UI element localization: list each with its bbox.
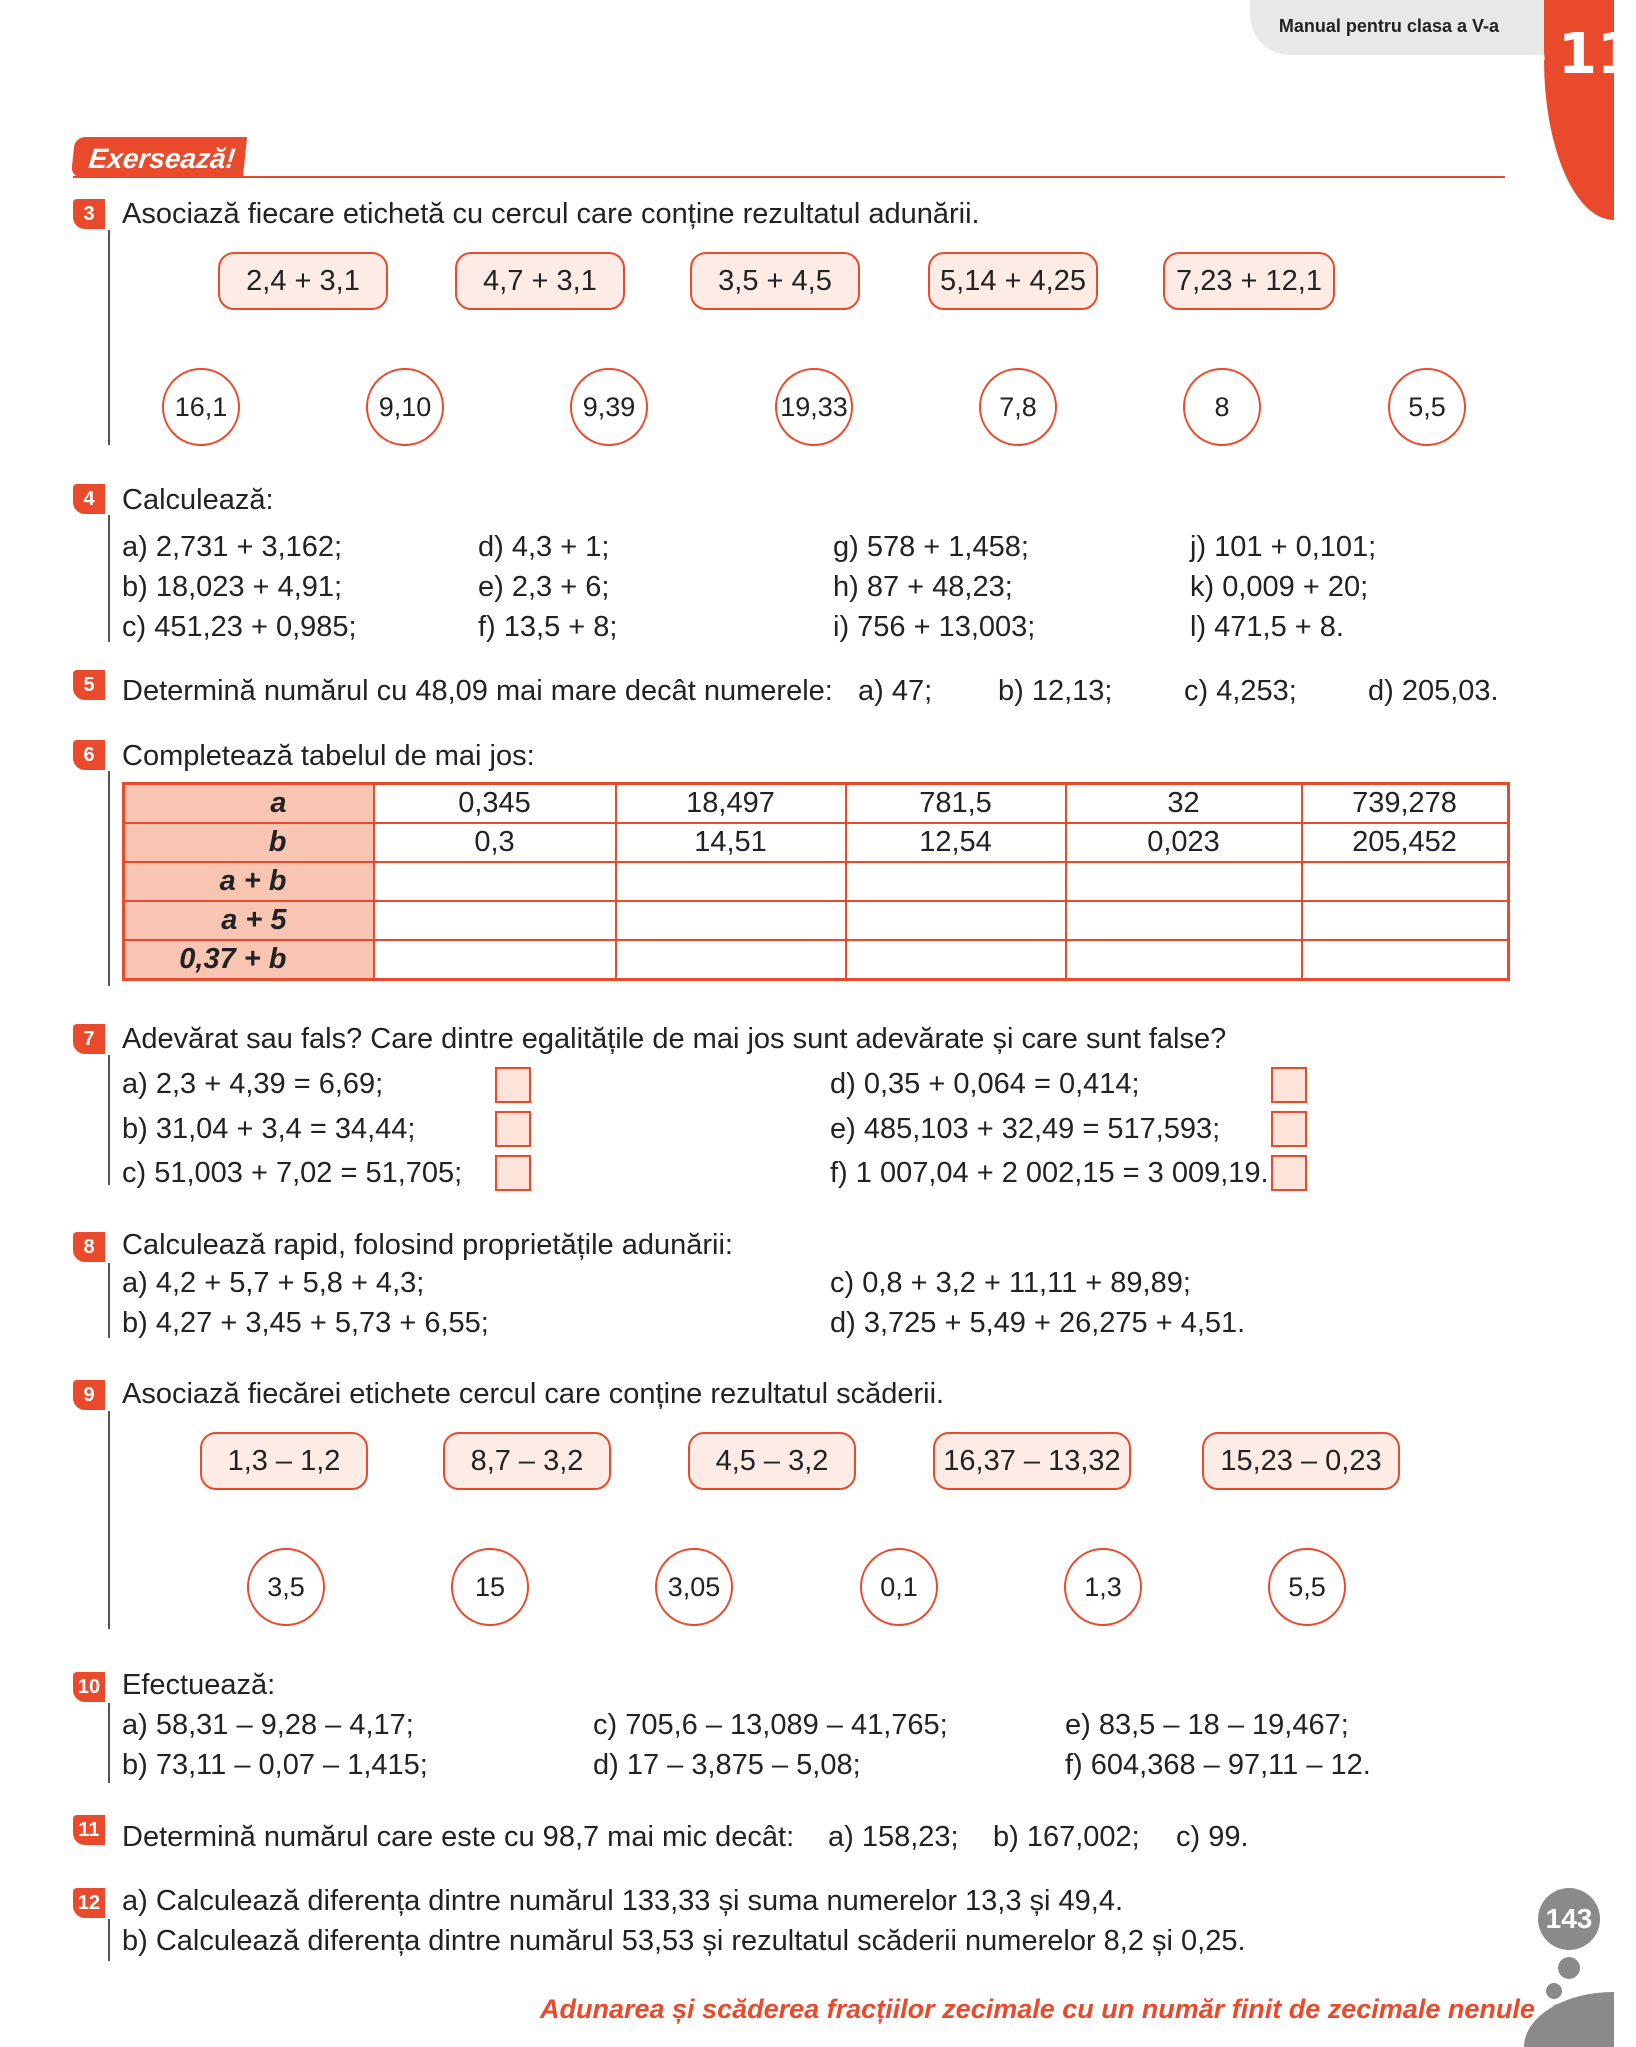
ex10-bar — [108, 1703, 110, 1783]
ex9-label: 8,7 – 3,2 — [443, 1432, 611, 1490]
ex12-item: b) Calculează diferența dintre numărul 53,53 și rezultatul scăderii numerelor 8,2 și 0,25. — [122, 1925, 1246, 1957]
ex5-instruction: Determină numărul cu 48,09 mai mare decât numerele: — [122, 675, 833, 707]
ex9-circle: 5,5 — [1268, 1548, 1346, 1626]
ex12-item: a) Calculează diferența dintre numărul 133,33 și suma numerelor 13,3 și 49,4. — [122, 1885, 1124, 1917]
ex7-badge: 7 — [73, 1024, 105, 1054]
answer-cell[interactable] — [1066, 940, 1302, 980]
answer-checkbox[interactable] — [1271, 1155, 1307, 1191]
row-head: a + 5 — [124, 901, 374, 940]
ex9-instruction: Asociază fiecărei etichete cercul care conține rezultatul scăderii. — [122, 1378, 945, 1410]
page-number: 143 — [1538, 1888, 1600, 1950]
answer-cell[interactable] — [846, 901, 1066, 940]
ex11-item: c) 99. — [1176, 1821, 1249, 1853]
answer-cell[interactable] — [374, 901, 616, 940]
row-head: a + b — [124, 862, 374, 901]
ex3-label: 4,7 + 3,1 — [455, 252, 625, 310]
ex3-label: 3,5 + 4,5 — [690, 252, 860, 310]
row-head: 0,37 + b — [124, 940, 374, 980]
ex9-badge: 9 — [73, 1380, 105, 1410]
ex8-item: c) 0,8 + 3,2 + 11,11 + 89,89; — [830, 1267, 1191, 1299]
ex6-bar — [108, 771, 110, 986]
ex7-item: e) 485,103 + 32,49 = 517,593; — [830, 1113, 1221, 1145]
table-cell: 739,278 — [1302, 784, 1509, 824]
ex8-item: d) 3,725 + 5,49 + 26,275 + 4,51. — [830, 1307, 1246, 1339]
answer-cell[interactable] — [846, 940, 1066, 980]
table-cell: 0,3 — [374, 823, 616, 862]
ex11-item: b) 167,002; — [993, 1821, 1140, 1853]
banner-rule — [73, 176, 1505, 178]
answer-cell[interactable] — [616, 862, 846, 901]
answer-checkbox[interactable] — [1271, 1111, 1307, 1147]
ex4-item: d) 4,3 + 1; — [478, 531, 610, 563]
ex3-instruction: Asociază fiecare etichetă cu cercul care conține rezultatul adunării. — [122, 198, 980, 230]
ex7-instruction: Adevărat sau fals? Care dintre egalitățile de mai jos sunt adevărate și care sunt false? — [122, 1023, 1227, 1055]
ex3-circle: 9,39 — [570, 368, 648, 446]
ex8-instruction: Calculează rapid, folosind proprietățile adunării: — [122, 1229, 733, 1261]
ex3-circle: 16,1 — [162, 368, 240, 446]
decor-dot — [1546, 1983, 1562, 1999]
ex8-item: a) 4,2 + 5,7 + 5,8 + 4,3; — [122, 1267, 425, 1299]
ex3-circle: 19,33 — [775, 368, 853, 446]
row-head: b — [124, 823, 374, 862]
ex4-item: k) 0,009 + 20; — [1190, 571, 1369, 603]
table-cell: 18,497 — [616, 784, 846, 824]
table-row — [124, 784, 1509, 824]
ex3-circle: 8 — [1183, 368, 1261, 446]
decor-dot — [1558, 1957, 1580, 1979]
table-cell: 32 — [1066, 784, 1302, 824]
ex5-badge: 5 — [73, 670, 105, 700]
answer-cell[interactable] — [1302, 862, 1509, 901]
ex7-item: a) 2,3 + 4,39 = 6,69; — [122, 1068, 384, 1100]
ex8-badge: 8 — [73, 1232, 105, 1262]
ex4-bar — [108, 515, 110, 642]
chapter-number: 11 — [1558, 22, 1636, 87]
ex4-item: b) 18,023 + 4,91; — [122, 571, 343, 603]
ex4-item: a) 2,731 + 3,162; — [122, 531, 343, 563]
ex3-label: 7,23 + 12,1 — [1163, 252, 1335, 310]
ex11-instruction: Determină numărul care este cu 98,7 mai mic decât: — [122, 1821, 795, 1853]
table-row — [124, 901, 1509, 940]
ex11-badge: 11 — [73, 1815, 105, 1845]
ex8-item: b) 4,27 + 3,45 + 5,73 + 6,55; — [122, 1307, 489, 1339]
ex5-item: b) 12,13; — [998, 675, 1113, 707]
answer-cell[interactable] — [1302, 901, 1509, 940]
answer-cell[interactable] — [1302, 940, 1509, 980]
ex9-circle: 3,5 — [247, 1548, 325, 1626]
ex10-instruction: Efectuează: — [122, 1669, 276, 1701]
ex3-bar — [108, 230, 110, 445]
ex7-item: b) 31,04 + 3,4 = 34,44; — [122, 1113, 416, 1145]
table-row — [124, 823, 1509, 862]
ex3-badge: 3 — [73, 199, 105, 229]
ex3-circle: 9,10 — [366, 368, 444, 446]
ex9-bar — [108, 1411, 110, 1629]
answer-cell[interactable] — [1066, 862, 1302, 901]
answer-checkbox[interactable] — [1271, 1067, 1307, 1103]
ex4-item: g) 578 + 1,458; — [833, 531, 1029, 563]
ex4-item: f) 13,5 + 8; — [478, 611, 618, 643]
ex6-instruction: Completează tabelul de mai jos: — [122, 740, 535, 772]
ex5-item: a) 47; — [858, 675, 933, 707]
ex12-bar — [108, 1919, 110, 1961]
table-cell: 0,345 — [374, 784, 616, 824]
ex4-item: e) 2,3 + 6; — [478, 571, 610, 603]
ex9-label: 1,3 – 1,2 — [200, 1432, 368, 1490]
ex10-item: e) 83,5 – 18 – 19,467; — [1065, 1709, 1349, 1741]
ex9-circle: 0,1 — [860, 1548, 938, 1626]
ex4-item: j) 101 + 0,101; — [1190, 531, 1377, 563]
answer-cell[interactable] — [374, 862, 616, 901]
exercise-banner — [71, 137, 247, 177]
answer-cell[interactable] — [1066, 901, 1302, 940]
ex3-circle: 5,5 — [1388, 368, 1466, 446]
ex4-instruction: Calculează: — [122, 484, 274, 516]
sum-table — [122, 782, 1510, 981]
answer-cell[interactable] — [374, 940, 616, 980]
ex10-badge: 10 — [73, 1672, 105, 1702]
ex4-badge: 4 — [73, 484, 105, 514]
answer-cell[interactable] — [616, 901, 846, 940]
table-row — [124, 862, 1509, 901]
table-cell: 0,023 — [1066, 823, 1302, 862]
table-cell: 12,54 — [846, 823, 1066, 862]
ex3-label: 2,4 + 3,1 — [218, 252, 388, 310]
ex10-item: d) 17 – 3,875 – 5,08; — [593, 1749, 861, 1781]
ex7-bar — [108, 1055, 110, 1185]
table-cell: 205,452 — [1302, 823, 1509, 862]
corner-shape — [1524, 1992, 1614, 2047]
ex12-badge: 12 — [73, 1888, 105, 1918]
ex9-circle: 1,3 — [1064, 1548, 1142, 1626]
ex5-item: d) 205,03. — [1368, 675, 1499, 707]
ex4-item: l) 471,5 + 8. — [1190, 611, 1344, 643]
ex7-item: d) 0,35 + 0,064 = 0,414; — [830, 1068, 1140, 1100]
ex4-item: i) 756 + 13,003; — [833, 611, 1036, 643]
table-row — [124, 940, 1509, 980]
ex6-badge: 6 — [73, 740, 105, 770]
answer-cell[interactable] — [616, 940, 846, 980]
ex9-label: 16,37 – 13,32 — [933, 1432, 1131, 1490]
ex9-label: 4,5 – 3,2 — [688, 1432, 856, 1490]
manual-title: Manual pentru clasa a V-a — [1278, 16, 1499, 36]
table-cell: 781,5 — [846, 784, 1066, 824]
ex9-circle: 3,05 — [655, 1548, 733, 1626]
banner-label: Exersează! — [87, 143, 237, 174]
ex7-item: f) 1 007,04 + 2 002,15 = 3 009,19. — [830, 1157, 1269, 1189]
answer-checkbox[interactable] — [495, 1111, 531, 1147]
answer-cell[interactable] — [846, 862, 1066, 901]
table-cell: 14,51 — [616, 823, 846, 862]
row-head: a — [124, 784, 374, 824]
ex4-item: c) 451,23 + 0,985; — [122, 611, 357, 643]
ex11-item: a) 158,23; — [828, 1821, 959, 1853]
ex10-item: f) 604,368 – 97,11 – 12. — [1065, 1749, 1371, 1781]
ex7-item: c) 51,003 + 7,02 = 51,705; — [122, 1157, 463, 1189]
ex9-label: 15,23 – 0,23 — [1202, 1432, 1400, 1490]
ex5-item: c) 4,253; — [1184, 675, 1297, 707]
ex10-item: a) 58,31 – 9,28 – 4,17; — [122, 1709, 414, 1741]
ex9-circle: 15 — [451, 1548, 529, 1626]
answer-checkbox[interactable] — [495, 1067, 531, 1103]
ex10-item: b) 73,11 – 0,07 – 1,415; — [122, 1749, 428, 1781]
chapter-footer: Adunarea și scăderea fracțiilor zecimale cu un număr finit de zecimale nenule — [540, 1994, 1535, 2024]
ex4-item: h) 87 + 48,23; — [833, 571, 1013, 603]
ex10-item: c) 705,6 – 13,089 – 41,765; — [593, 1709, 948, 1741]
ex8-bar — [108, 1263, 110, 1338]
ex3-circle: 7,8 — [979, 368, 1057, 446]
ex3-label: 5,14 + 4,25 — [928, 252, 1098, 310]
answer-checkbox[interactable] — [495, 1155, 531, 1191]
